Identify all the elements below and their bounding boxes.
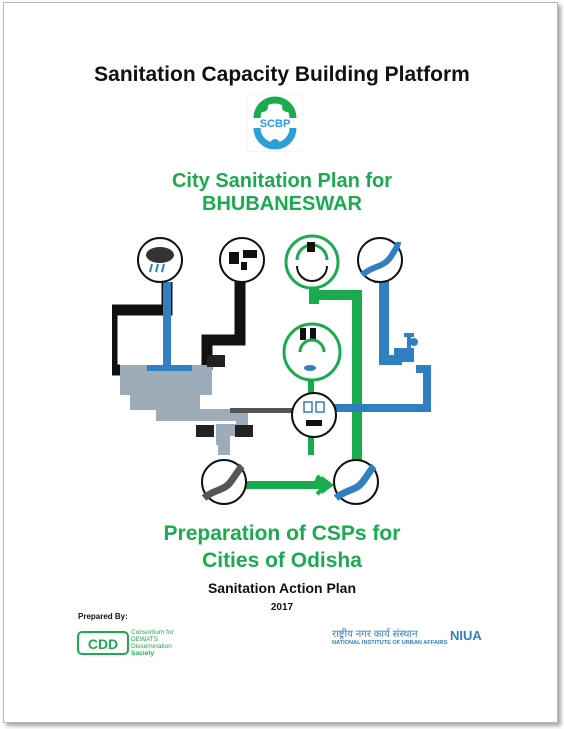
cdd-line4: Society	[131, 650, 155, 657]
households-icon	[220, 238, 264, 282]
cdd-name	[131, 629, 174, 657]
subtitle-line1: Preparation of CSPs for	[163, 522, 401, 545]
niua-logo	[330, 624, 490, 656]
subtitle-line2: Cities of Odisha	[202, 549, 362, 572]
reuse-icon	[284, 324, 340, 380]
prepared-by-label: Prepared By:	[78, 612, 128, 621]
logo-text: SCBP	[259, 118, 291, 130]
cdd-line1: Consortium for	[131, 629, 174, 636]
scbp-logo	[247, 94, 303, 152]
document-type: Sanitation Action Plan	[207, 580, 357, 596]
year: 2017	[270, 602, 294, 613]
cdd-abbr: CDD	[87, 636, 119, 652]
niua-hindi: राष्ट्रीय नगर कार्य संस्थान	[332, 629, 418, 640]
page-title: Sanitation Capacity Building Platform	[94, 63, 470, 86]
river-icon	[358, 238, 402, 282]
city-name: BHUBANESWAR	[202, 193, 362, 215]
niua-abbr: NIUA	[450, 628, 482, 643]
rain-cloud-icon	[138, 238, 182, 282]
cdd-logo	[75, 625, 187, 661]
water-tap-icon	[410, 338, 418, 346]
cdd-line3: Dissemination	[131, 643, 172, 650]
plan-title: City Sanitation Plan for	[171, 170, 393, 192]
cdd-line2: DEWATS	[131, 636, 159, 643]
niua-english: NATIONAL INSTITUTE OF URBAN AFFAIRS	[332, 640, 448, 646]
treatment-cycle-icon	[286, 236, 338, 288]
polluted-river-icon	[202, 460, 246, 504]
toilet-icon	[292, 393, 336, 437]
sanitation-diagram	[112, 230, 452, 520]
clean-river-icon	[334, 460, 378, 504]
